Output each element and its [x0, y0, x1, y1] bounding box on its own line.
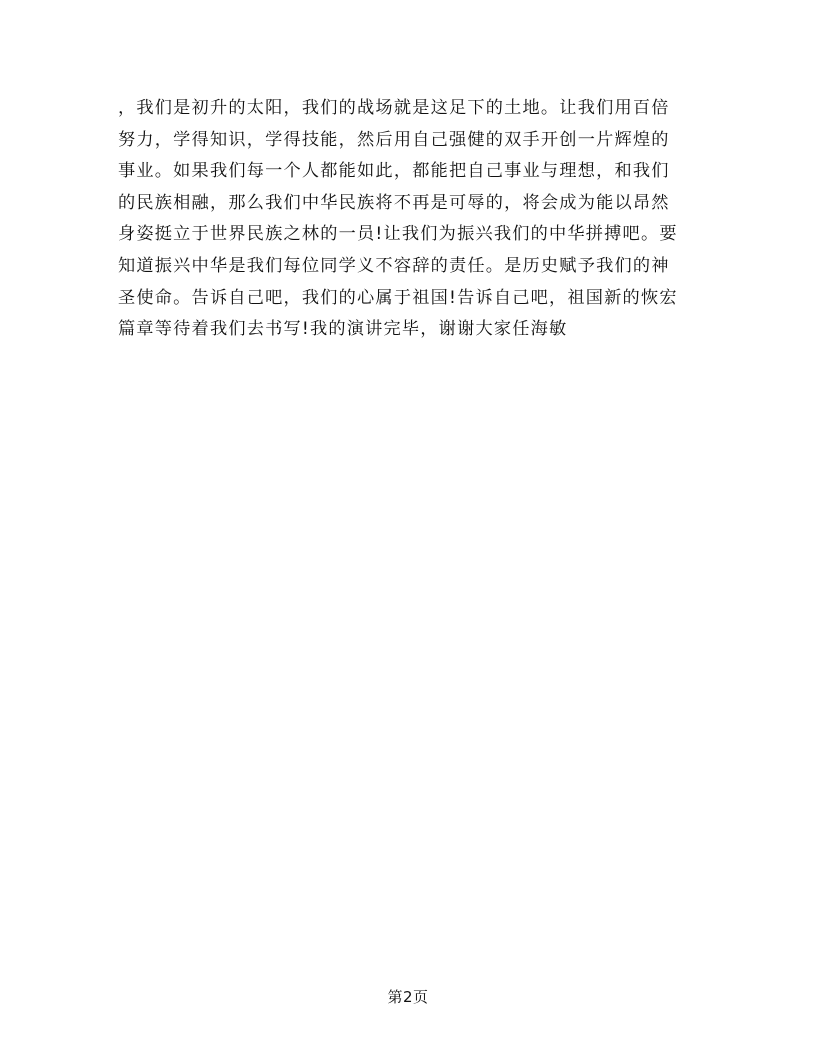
- text-line-6: 知道振兴中华是我们每位同学义不容辞的责任。是历史赋予我们的神: [118, 255, 670, 276]
- text-line-1: ，我们是初升的太阳，我们的战场就是这足下的土地。让我们用百倍: [118, 98, 670, 118]
- text-line-8: 篇章等待着我们去书写!我的演讲完毕，谢谢大家任海敏: [118, 319, 568, 340]
- text-line-3: 事业。如果我们每一个人都能如此，都能把自己事业与理想，和我们: [118, 161, 670, 182]
- text-line-7: 圣使命。告诉自己吧，我们的心属于祖国!告诉自己吧，祖国新的恢宏: [118, 287, 678, 308]
- page-number-footer: 第2页: [387, 988, 429, 1006]
- text-line-2: 努力，学得知识，学得技能，然后用自己强健的双手开创一片辉煌的: [118, 129, 670, 150]
- text-line-4: 的民族相融，那么我们中华民族将不再是可辱的，将会成为能以昂然: [118, 192, 670, 213]
- speech-body-text: [118, 93, 698, 346]
- text-line-5: 身姿挺立于世界民族之林的一员!让我们为振兴我们的中华拼搏吧。要: [118, 224, 678, 245]
